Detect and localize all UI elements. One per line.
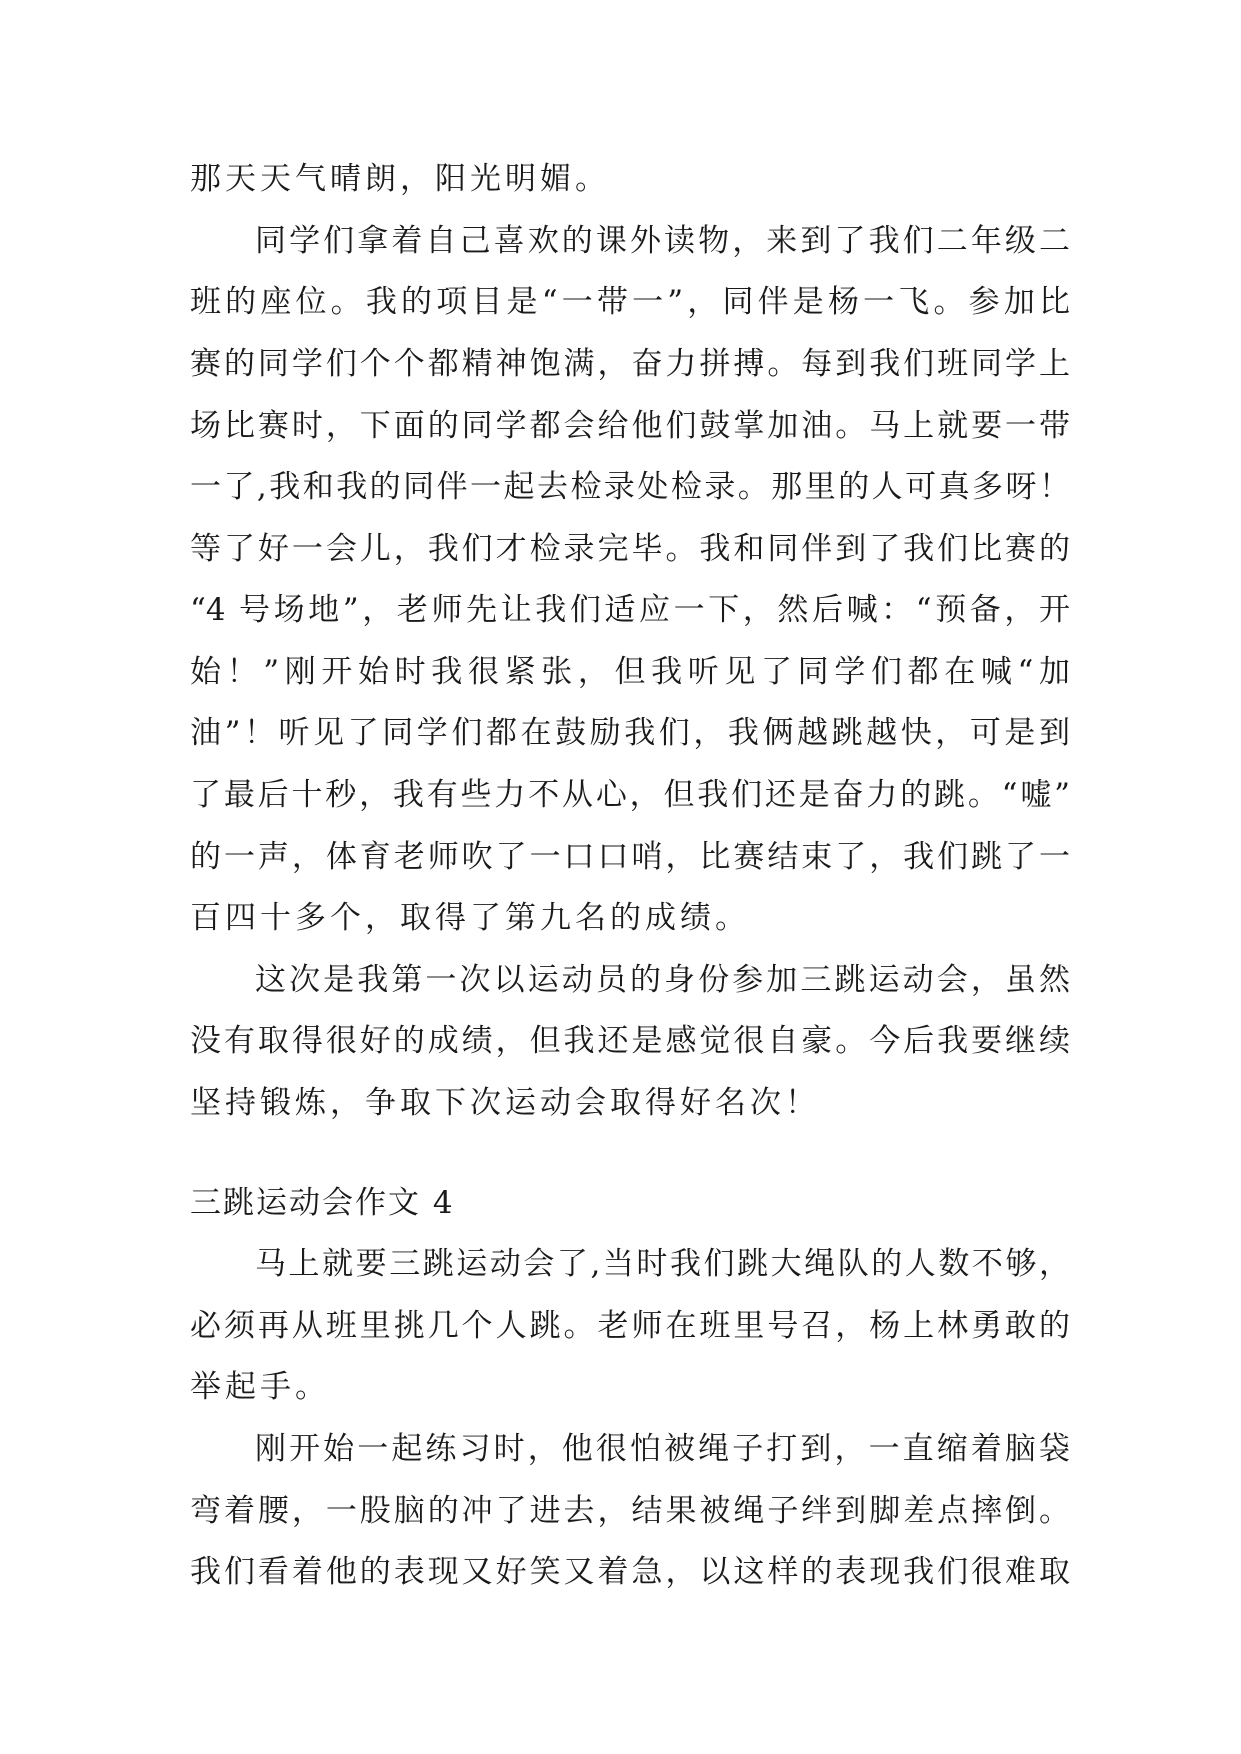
paragraph-line: 始！”刚开始时我很紧张，但我听见了同学们都在喊“加 [190, 654, 1070, 690]
paragraph-line: 必须再从班里挑几个人跳。老师在班里号召，杨上林勇敢的 [190, 1308, 1070, 1344]
paragraph-line: 弯着腰，一股脑的冲了进去，结果被绳子绊到脚差点摔倒。 [190, 1493, 1070, 1529]
paragraph-line: 场比赛时，下面的同学都会给他们鼓掌加油。马上就要一带 [190, 408, 1070, 444]
paragraph-line: 刚开始一起练习时，他很怕被绳子打到，一直缩着脑袋 [255, 1431, 1070, 1467]
paragraph-line: 油”！听见了同学们都在鼓励我们，我俩越跳越快，可是到 [190, 715, 1070, 751]
paragraph-line: 那天天气晴朗，阳光明媚。 [190, 161, 610, 197]
section-heading: 三跳运动会作文 4 [190, 1185, 455, 1221]
paragraph-line: 没有取得很好的成绩，但我还是感觉很自豪。今后我要继续 [190, 1023, 1070, 1059]
paragraph-line: 等了好一会儿，我们才检录完毕。我和同伴到了我们比赛的 [190, 531, 1070, 567]
paragraph-line: 赛的同学们个个都精神饱满，奋力拼搏。每到我们班同学上 [190, 346, 1070, 382]
paragraph-line: 一了,我和我的同伴一起去检录处检录。那里的人可真多呀！ [190, 469, 1070, 505]
paragraph-line: 我们看着他的表现又好笑又着急，以这样的表现我们很难取 [190, 1554, 1070, 1590]
paragraph-line: 举起手。 [190, 1369, 330, 1405]
paragraph-line: 的一声，体育老师吹了一口口哨，比赛结束了，我们跳了一 [190, 839, 1070, 875]
paragraph-line: 百四十多个，取得了第九名的成绩。 [190, 900, 750, 936]
paragraph-line: 马上就要三跳运动会了,当时我们跳大绳队的人数不够， [255, 1246, 1070, 1282]
paragraph-line: 坚持锻炼，争取下次运动会取得好名次！ [190, 1085, 820, 1121]
paragraph-line: “4 号场地”，老师先让我们适应一下，然后喊：“预备，开 [190, 592, 1070, 628]
paragraph-line: 同学们拿着自己喜欢的课外读物，来到了我们二年级二 [255, 223, 1070, 259]
paragraph-line: 班的座位。我的项目是“一带一”，同伴是杨一飞。参加比 [190, 284, 1070, 320]
paragraph-line: 这次是我第一次以运动员的身份参加三跳运动会，虽然 [255, 962, 1070, 998]
paragraph-line: 了最后十秒，我有些力不从心，但我们还是奋力的跳。“嘘” [190, 777, 1070, 813]
